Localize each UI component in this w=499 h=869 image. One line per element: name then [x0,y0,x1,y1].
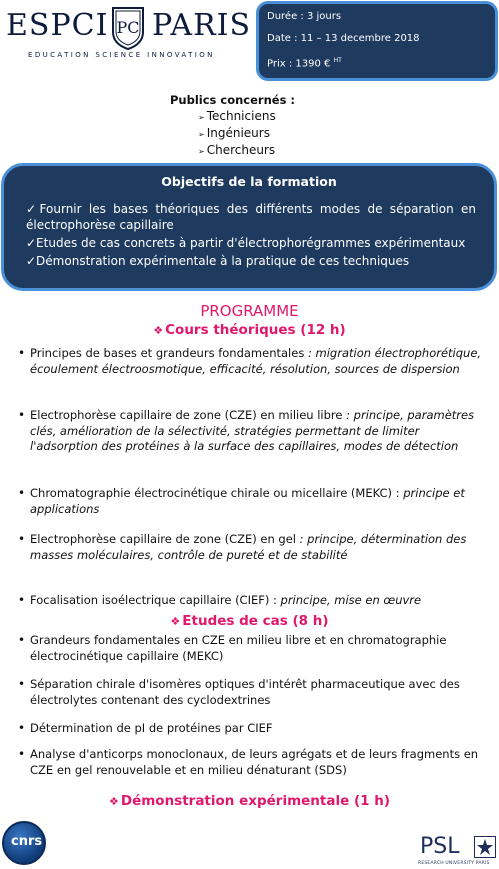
arrow-icon: ➢ [198,130,205,139]
audience-item-label: Chercheurs [206,143,276,157]
list-item [18,408,488,486]
demo-title-text: Démonstration expérimentale (1 h) [120,793,390,809]
price-text: Prix : 1390 € [267,58,331,70]
diamond-icon: ❖ [153,324,164,337]
item-text: Chromatographie électrocinétique chirale ou micellaire (MEKC) : [30,486,404,500]
objective-item: ✓Fournir les bases théoriques des différents modes de séparation en électrophorèse capillaire [26,202,476,232]
list-item: • Séparation chirale d'isomères optiques d'intérêt pharmaceutique avec des électrolytes contenant des cyclodextrines [18,677,488,721]
list-item: • Analyse d'anticorps monoclonaux, de leurs agrégats et de leurs fragments en CZE en gel renouvelable et en milieu dénaturant (SDS) [18,747,488,791]
demo-section-title [0,793,499,809]
course-info-box [256,1,498,81]
audience-item [170,143,410,160]
item-detail: : principe, paramètres clés, amélioration de la sélectivité, stratégies permettant de limiter l'adsorption des protéines à la surface des capillaires, modes de détection [30,408,475,453]
audience-item-label: Ingénieurs [206,126,270,140]
objectives-title: Objectifs de la formation [161,174,337,189]
theory-title-text: Cours théoriques (12 h) [165,322,346,338]
item-detail: : principe, détermination des masses moléculaires, contrôle de pureté et de stabilité [30,532,467,562]
list-item [18,593,488,613]
list-item: • Détermination de pI de protéines par CIEF [18,721,488,747]
audience-section [170,93,410,160]
cases-list [18,633,488,791]
programme-title: PROGRAMME [200,302,299,320]
arrow-icon: ➢ [198,147,205,156]
star-icon [474,836,496,858]
cases-section-title [0,613,499,629]
audience-item [170,109,410,126]
espci-logo [6,4,254,64]
psl-subtitle: RESEARCH UNIVERSITY PARIS [418,861,490,866]
list-item [18,486,488,532]
psl-logo-text: PSL [420,834,460,859]
objectives-box [1,163,497,291]
crest-letters: PC [116,18,140,37]
arrow-icon: ➢ [198,113,205,122]
date-text: Date : 11 – 13 decembre 2018 [267,33,420,44]
psl-logo [418,834,498,868]
diamond-icon: ❖ [108,795,119,808]
item-detail: principe, mise en œuvre [280,593,422,607]
item-text: Principes de bases et grandeurs fondamentales [30,346,308,360]
item-text: Electrophorèse capillaire de zone (CZE) en gel [30,532,300,546]
logo-paris-text: PARIS [152,8,252,43]
audience-item-label: Techniciens [206,109,276,123]
audience-title: Publics concernés : [170,93,296,107]
diamond-icon: ❖ [170,615,181,628]
cases-title-text: Etudes de cas (8 h) [182,613,329,629]
objective-item: ✓Etudes de cas concrets à partir d'électrophorégrammes expérimentaux [26,236,466,250]
cnrs-logo [2,821,46,865]
audience-item [170,126,410,143]
list-item: • Grandeurs fondamentales en CZE en milieu libre et en chromatographie électrocinétique capillaire (MEKC) [18,633,488,677]
objectives-list [26,201,476,269]
item-detail: principe et applications [30,486,465,516]
objective-item: ✓Démonstration expérimentale à la pratique de ces techniques [26,254,410,268]
theory-section-title [0,322,499,338]
cnrs-logo-text: cnrs [11,834,43,849]
item-text: Electrophorèse capillaire de zone (CZE) en milieu libre [30,408,347,422]
price-suffix: HT [333,57,342,64]
logo-espci-text: ESPCI [6,8,109,43]
list-item [18,532,488,593]
theory-list [18,346,488,613]
price-line [267,54,495,76]
list-item [18,346,488,408]
item-detail: : migration électrophorétique, écoulement électroosmotique, efficacité, résolution, sources de dispersion [30,346,482,376]
duration-text: Durée : 3 jours [267,11,342,22]
logo-tagline: EDUCATION SCIENCE INNOVATION [28,51,215,59]
espci-crest-icon [110,6,146,50]
item-text: Focalisation isoélectrique capillaire (CIEF) : [30,593,281,607]
